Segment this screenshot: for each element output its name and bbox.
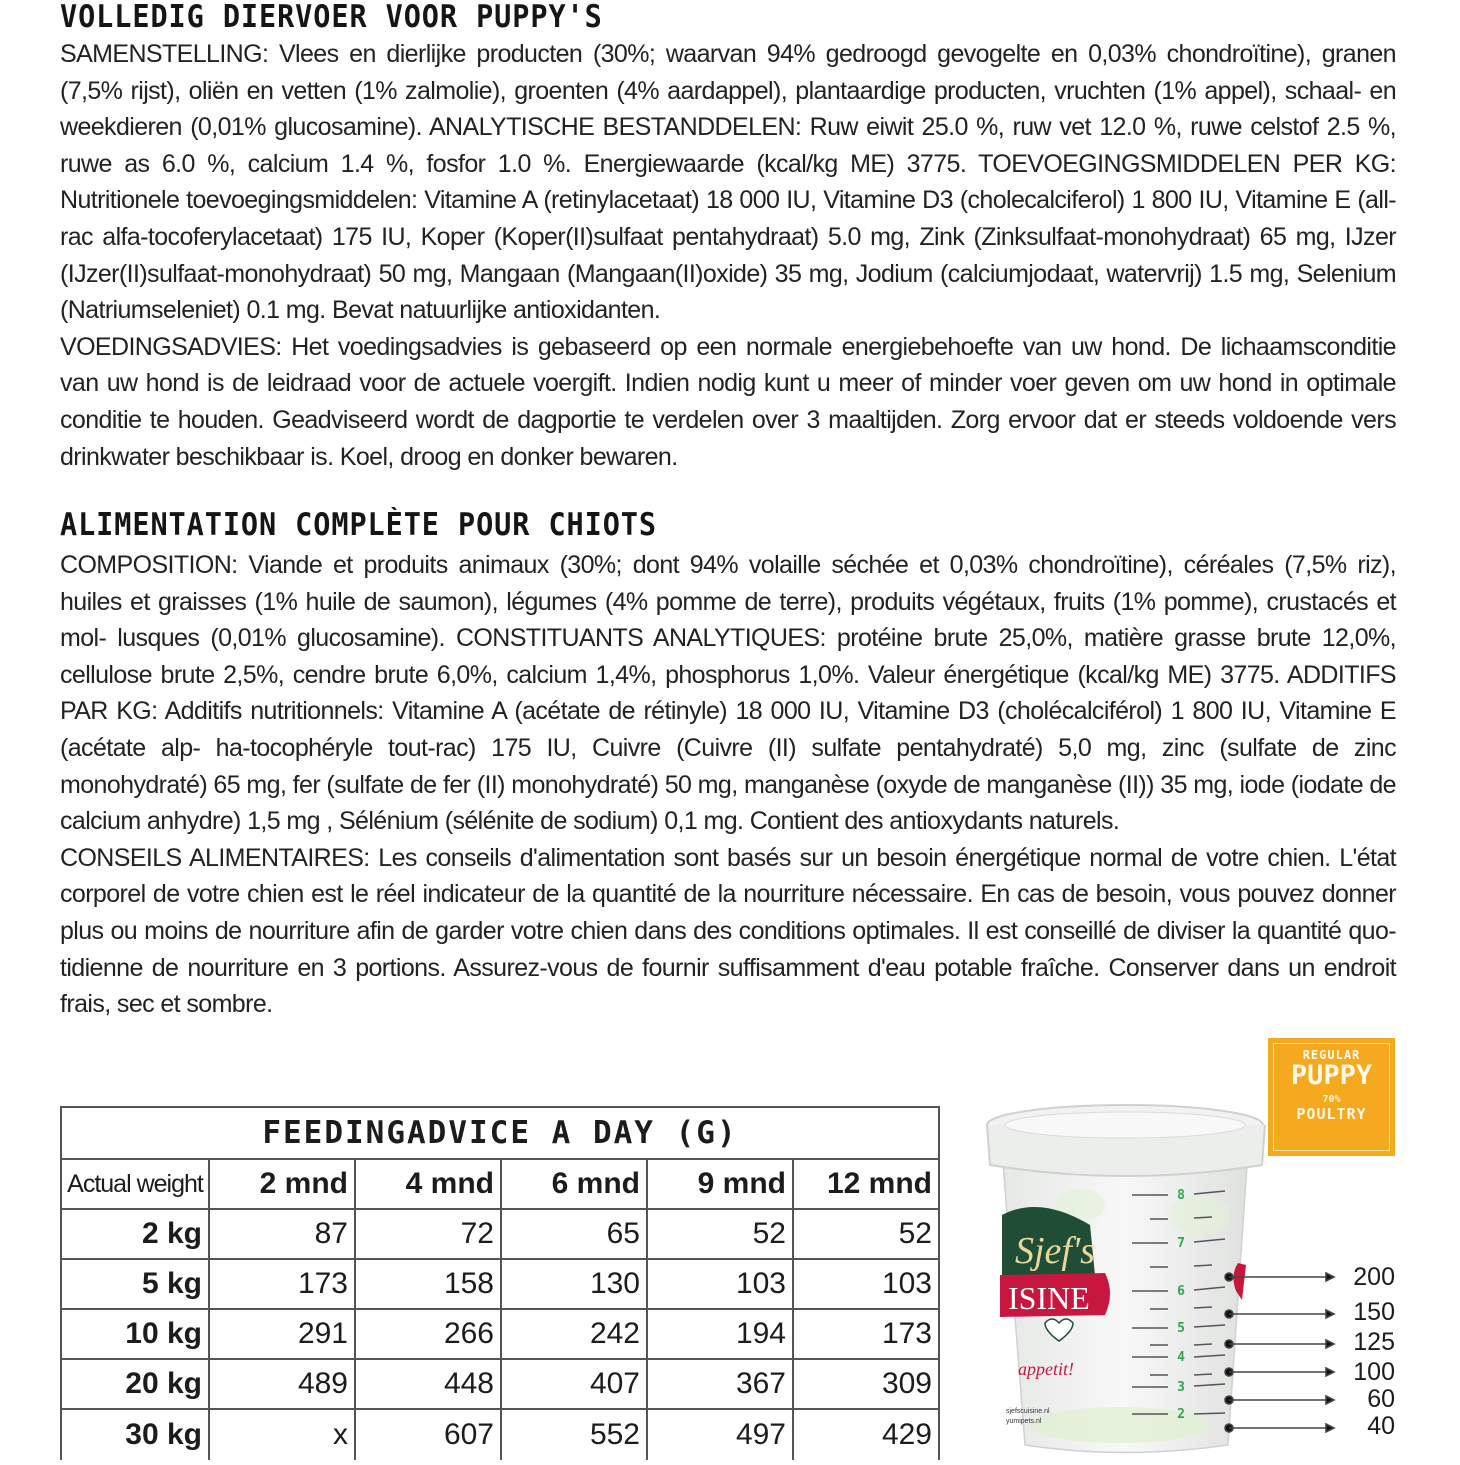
value-cell: 552 — [501, 1409, 647, 1460]
value-cell: 158 — [355, 1259, 501, 1309]
table-row — [61, 1309, 939, 1359]
value-cell: 367 — [647, 1359, 793, 1409]
badge-line-puppy: PUPPY — [1290, 1060, 1373, 1091]
table-row — [61, 1359, 939, 1409]
value-cell: 497 — [647, 1409, 793, 1460]
value-cell: 407 — [501, 1359, 647, 1409]
value-cell: 194 — [647, 1309, 793, 1359]
value-cell: 173 — [209, 1259, 355, 1309]
dutch-feeding-advice-paragraph: VOEDINGSADVIES: Het voedingsadvies is gebaseerd op een normale energiebehoefte van uw hond. De lichaamsconditie van uw hond is de leidraad voor de actuele voergift. Indien nodig kunt u meer of minder voer geven om uw hond in optimale conditie te houden. Geadviseerd wordt de dagportie te verdelen over 3 maaltijden. Zorg ervoor dat er steeds voldoende vers drinkwater beschikbaar is. Koel, droog en donker bewaren. — [60, 332, 1396, 471]
column-header: 9 mnd — [647, 1159, 793, 1209]
table-header-row — [61, 1159, 939, 1209]
column-header: 4 mnd — [355, 1159, 501, 1209]
badge-line-poultry: POULTRY — [1296, 1105, 1367, 1123]
table-row — [61, 1209, 939, 1259]
gram-label: 200 — [1353, 1263, 1395, 1291]
column-header: Actual weight — [61, 1159, 209, 1209]
badge-line-percent: 70% — [1322, 1094, 1341, 1105]
feeding-advice-table — [60, 1106, 940, 1460]
svg-text:2: 2 — [1177, 1407, 1185, 1422]
french-text-block — [60, 547, 1396, 1023]
value-cell: 173 — [793, 1309, 939, 1359]
gram-label: 150 — [1353, 1298, 1395, 1326]
svg-text:8: 8 — [1177, 1188, 1185, 1203]
value-cell: 429 — [793, 1409, 939, 1460]
measuring-cup-illustration — [980, 1095, 1400, 1465]
weight-cell: 5 kg — [61, 1259, 209, 1309]
weight-cell: 10 kg — [61, 1309, 209, 1359]
svg-text:ISINE: ISINE — [1008, 1280, 1090, 1316]
value-cell: 87 — [209, 1209, 355, 1259]
weight-cell: 2 kg — [61, 1209, 209, 1259]
table-title-row — [61, 1107, 939, 1159]
badge-line-regular: REGULAR — [1302, 1048, 1361, 1062]
value-cell: 266 — [355, 1309, 501, 1359]
svg-text:7: 7 — [1177, 1236, 1185, 1251]
value-cell: 52 — [793, 1209, 939, 1259]
french-heading: ALIMENTATION COMPLÈTE POUR CHIOTS — [60, 507, 657, 543]
value-cell: 607 — [355, 1409, 501, 1460]
svg-text:appetit!: appetit! — [1018, 1359, 1074, 1379]
french-feeding-advice-paragraph: CONSEILS ALIMENTAIRES: Les conseils d'alimentation sont basés sur un besoin énergétique normal de votre chien. L'état corporel de votre chien est le réel indicateur de la quantité de la nourriture nécessaire. En cas de besoin, vous pouvez donner plus ou moins de nourriture afin de garder votre chien dans des conditions optimales. Il est conseillé de diviser la quantité quo- tidienne de nourriture en 3 portions. Assurez-vous de fournir suffisamment d'eau potable fraîche. Conserver dans un endroit frais, sec et sombre. — [60, 843, 1396, 1019]
svg-text:6: 6 — [1177, 1284, 1185, 1299]
weight-cell: 20 kg — [61, 1359, 209, 1409]
gram-label: 40 — [1367, 1412, 1395, 1440]
svg-text:Sjef's: Sjef's — [1015, 1230, 1095, 1272]
svg-text:5: 5 — [1177, 1321, 1185, 1336]
dutch-composition-paragraph: SAMENSTELLING: Vlees en dierlijke producten (30%; waarvan 94% gedroogd gevogelte en 0,03% chondroïtine), granen (7,5% rijst), oliën en vetten (1% zalmolie), groenten (4% aardappel), plantaardige producten, vruchten (1% appel), schaal- en weekdieren (0,01% glucosamine). ANALYTISCHE BESTANDDELEN: Ruw eiwit 25.0 %, ruw vet 12.0 %, ruwe celstof 2.5 %, ruwe as 6.0 %, calcium 1.4 %, fosfor 1.0 %. Energiewaarde (kcal/kg ME) 3775. TOEVOEGINGSMIDDELEN PER KG: Nutritionele toevoegingsmiddelen: Vitamine A (retinylacetaat) 18 000 IU, Vitamine D3 (cholecalciferol) 1 800 IU, Vitamine E (all-rac alfa-tocoferylacetaat) 175 IU, Koper (Koper(II)sulfaat pentahydraat) 5.0 mg, Zink (Zinksulfaat-monohydraat) 65 mg, IJzer (IJzer(II)sulfaat-monohydraat) 50 mg, Mangaan (Mangaan(II)oxide) 35 mg, Jodium (calciumjodaat, watervrij) 1.5 mg, Selenium (Natriumseleniet) 0.1 mg. Bevat natuurlijke antioxidanten. — [60, 40, 1396, 325]
value-cell: 103 — [647, 1259, 793, 1309]
svg-text:4: 4 — [1177, 1350, 1185, 1365]
value-cell: 489 — [209, 1359, 355, 1409]
table-row — [61, 1409, 939, 1460]
value-cell: 65 — [501, 1209, 647, 1259]
gram-label: 60 — [1367, 1385, 1395, 1413]
column-header: 2 mnd — [209, 1159, 355, 1209]
value-cell: 52 — [647, 1209, 793, 1259]
value-cell: 130 — [501, 1259, 647, 1309]
gram-scale-labels — [980, 1095, 1395, 1460]
value-cell: 309 — [793, 1359, 939, 1409]
value-cell: 291 — [209, 1309, 355, 1359]
table-row — [61, 1259, 939, 1309]
table-title: FEEDINGADVICE A DAY (G) — [61, 1107, 939, 1159]
gram-label: 125 — [1353, 1328, 1395, 1356]
value-cell: 72 — [355, 1209, 501, 1259]
dutch-text-block — [60, 36, 1396, 475]
svg-text:yumipets.nl: yumipets.nl — [1006, 1418, 1042, 1425]
dutch-heading: VOLLEDIG DIERVOER VOOR PUPPY'S — [60, 0, 603, 35]
value-cell: 448 — [355, 1359, 501, 1409]
svg-text:3: 3 — [1177, 1380, 1185, 1395]
value-cell: x — [209, 1409, 355, 1460]
french-composition-paragraph: COMPOSITION: Viande et produits animaux (30%; dont 94% volaille séchée et 0,03% chondroïtine), céréales (7,5% riz), huiles et graisses (1% huile de saumon), légumes (4% pomme de terre), produits végétaux, fruits (1% pomme), crustacés et mol- lusques (0,01% glucosamine). CONSTITUANTS ANALYTIQUES: protéine brute 25,0%, matière grasse brute 12,0%, cellulose brute 2,5%, cendre brute 6,0%, calcium 1,4%, phosphorus 1,0%. Valeur énergétique (kcal/kg ME) 3775. ADDITIFS PAR KG: Additifs nutritionnels: Vitamine A (acétate de rétinyle) 18 000 IU, Vitamine D3 (cholécalciférol) 1 800 IU, Vitamine E (acétate alp- ha-tocophéryle tout-rac) 175 IU, Cuivre (Cuivre (II) sulfate pentahydraté) 5,0 mg, zinc (sulfate de zinc monohydraté) 65 mg, fer (sulfate de fer (II) monohydraté) 50 mg, manganèse (oxyde de manganèse (II)) 35 mg, iode (iodate de calcium anhydre) 1,5 mg , Sélénium (sélénite de sodium) 0,1 mg. Contient des antioxydants naturels. — [60, 551, 1396, 836]
column-header: 6 mnd — [501, 1159, 647, 1209]
weight-cell: 30 kg — [61, 1409, 209, 1460]
gram-label: 100 — [1353, 1358, 1395, 1386]
value-cell: 103 — [793, 1259, 939, 1309]
column-header: 12 mnd — [793, 1159, 939, 1209]
value-cell: 242 — [501, 1309, 647, 1359]
svg-text:sjefscuisine.nl: sjefscuisine.nl — [1006, 1408, 1050, 1415]
